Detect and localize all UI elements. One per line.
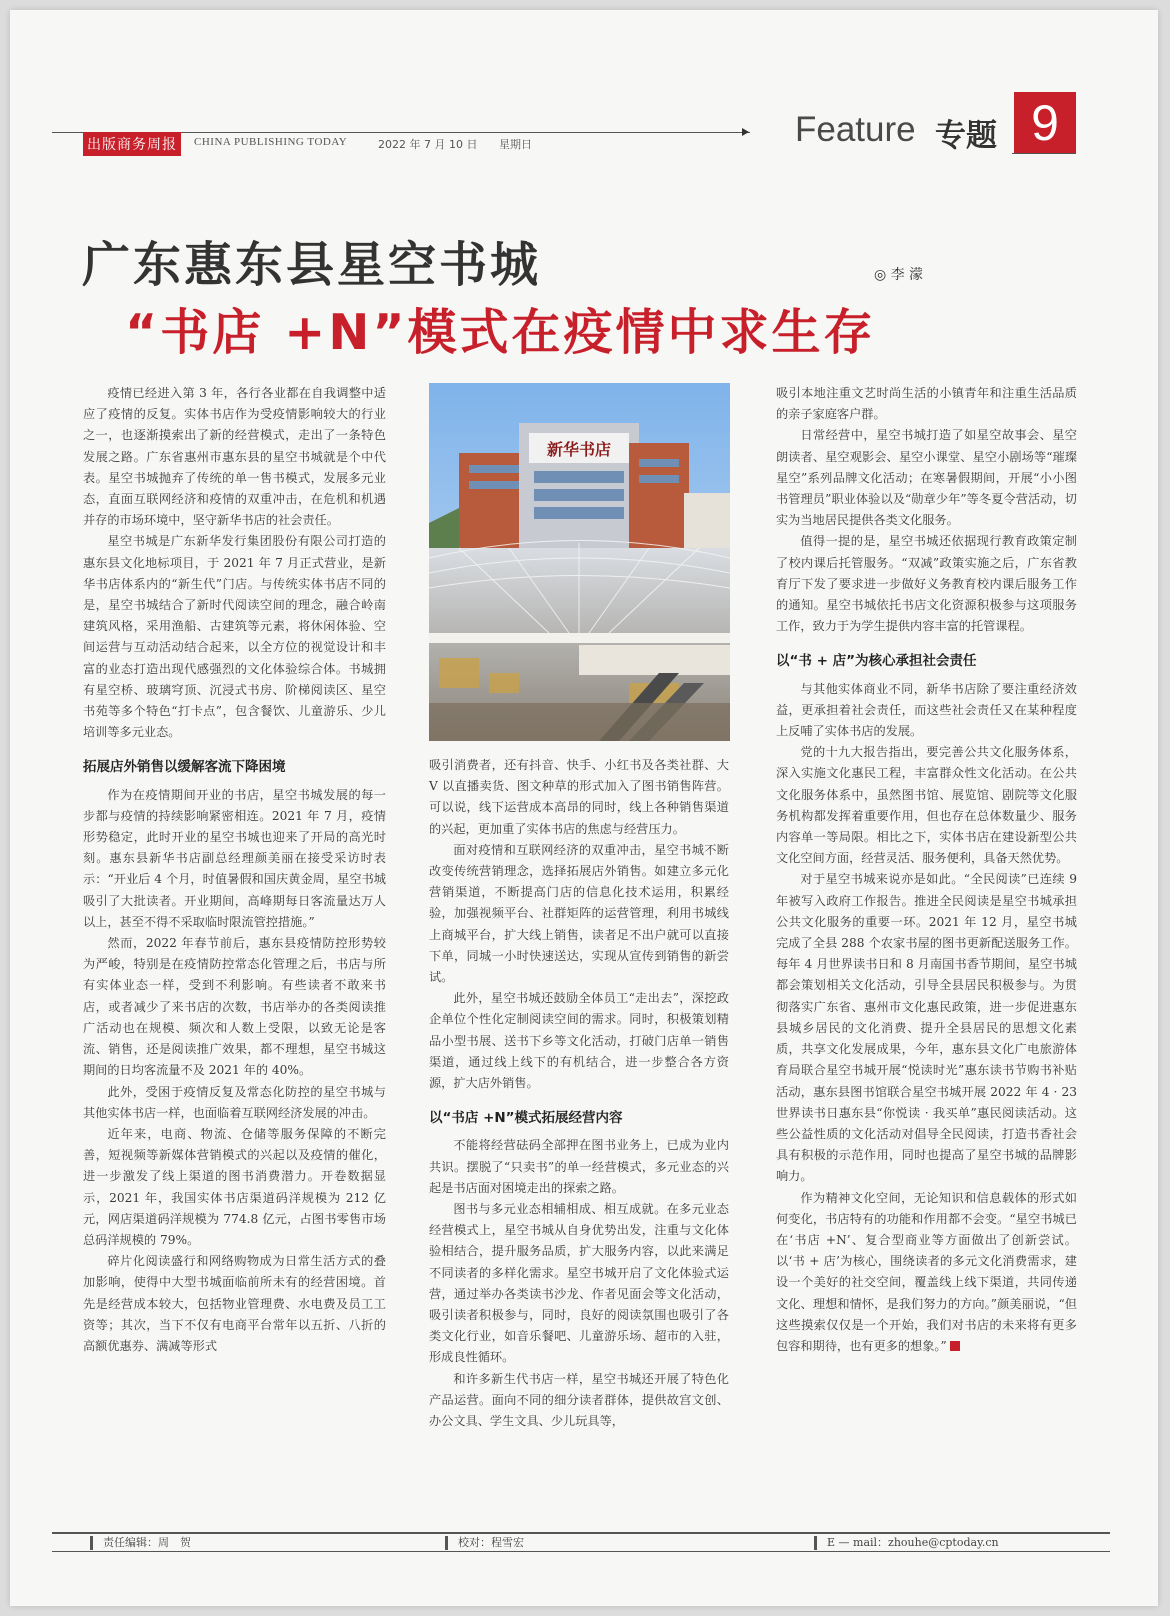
- header-arrow-icon: [742, 128, 749, 136]
- footer-rule-bottom: [52, 1551, 1110, 1552]
- paragraph: 不能将经营砝码全部押在图书业务上，已成为业内共识。摆脱了“只卖书”的单一经营模式，多元业态的兴起是书店面对困境走出的探索之路。: [429, 1138, 729, 1195]
- section-name-en: Feature: [795, 110, 916, 149]
- page-number-rule: [1012, 153, 1076, 154]
- paragraph-text: 作为精神文化空间，无论知识和信息载体的形式如何变化，书店特有的功能和作用都不会变。“星空书城已在‘书店 +N’、复合型商业等方面做出了创新尝试。以‘书 + 店’为核心，围绕读者的多元文化消费需求，建设一个美好的社交空间，覆盖线上线下渠道，共同传递文化、理想和情怀，是我们努力的方向。”颜美丽说，“但这些摸索仅仅是一个开始，我们对书店的未来将有更多包容和期待，也有更多的想象。”: [776, 1190, 1077, 1353]
- author-byline: ◎ 李 濛: [874, 267, 924, 283]
- paragraph: 党的十九大报告指出，要完善公共文化服务体系，深入实施文化惠民工程，丰富群众性文化活动。在公共文化服务体系中，虽然图书馆、展览馆、剧院等文化服务机构都发挥着重要作用，但也存在总体数量少、服务内容单一等局限。相比之下，实体书店在建设新型公共文化空间方面，经营灵活、服务便利，具备天然优势。: [776, 745, 1077, 866]
- paragraph: 与其他实体商业不同，新华书店除了要注重经济效益，更承担着社会责任，而这些社会责任又在某种程度上反哺了实体书店的发展。: [776, 681, 1077, 739]
- page-number: 9: [1014, 92, 1076, 154]
- footer-rule: [52, 1532, 1110, 1534]
- bookstore-illustration: [429, 383, 730, 741]
- column-1: [83, 383, 386, 1357]
- section-name-cn: 专题: [935, 118, 997, 154]
- section-heading: 以“书 + 店”为核心承担社会责任: [776, 653, 977, 670]
- newspaper-english-name: CHINA PUBLISHING TODAY: [194, 136, 348, 148]
- paragraph: 碎片化阅读盛行和网络购物成为日常生活方式的叠加影响，使得中大型书城面临前所未有的经营困境。首先是经营成本较大，包括物业管理费、水电费及员工工资等；其次，当下不仅有电商平台常年以五折、八折的高额优惠券、满减等形式: [83, 1254, 386, 1353]
- paragraph: 近年来，电商、物流、仓储等服务保障的不断完善，短视频等新媒体营销模式的兴起以及疫情的催化，进一步激发了线上渠道的图书消费潜力。开卷数据显示，2021 年，我国实体书店渠道码洋规模为 212 亿元，网店渠道码洋规模为 774.8 亿元，占图书零售市场总码洋规模的 79%。: [83, 1126, 386, 1247]
- subheadline: “书店 +N”模式在疫情中求生存: [125, 304, 876, 361]
- storefront-sign: 新华书店: [546, 440, 612, 459]
- paragraph: 然而，2022 年春节前后，惠东县疫情防控形势较为严峻，特别是在疫情防控常态化管理之后，书店与所有实体业态一样，受到不利影响。有些读者不敢来书店，或者减少了来书店的次数，书店举办的各类阅读推广活动也在规模、频次和人数上受限，以致无论是客流、销售，还是阅读推广效果，都不理想，星空书城这期间的日均客流量不及 2021 年的 40%。: [83, 936, 386, 1078]
- paragraph-last: [776, 1188, 1077, 1358]
- paragraph: 此外，受困于疫情反复及常态化防控的星空书城与其他实体书店一样，也面临着互联网经济发展的冲击。: [83, 1084, 386, 1120]
- paragraph: 作为在疫情期间开业的书店，星空书城发展的每一步都与疫情的持续影响紧密相连。2021 年 7 月，疫情形势稳定，此时开业的星空书城也迎来了开局的高光时刻。惠东县新华书店副总经理颜美丽在接受采访时表示：“开业后 4 个月，时值暑假和国庆黄金周，星空书城吸引了大批读者。开业期间，高峰期每日客流量达万人以上，甚至不得不采取临时限流管控措施。”: [83, 787, 386, 929]
- paragraph: 疫情已经进入第 3 年，各行各业都在自我调整中适应了疫情的反复。实体书店作为受疫情影响较大的行业之一，也逐渐摸索出了新的经营模式，走出了一条特色发展之路。广东省惠州市惠东县的星空书城就是个中代表。星空书城抛弃了传统的单一售书模式，发展多元业态，直面互联网经济和疫情的双重冲击，在危机和机遇并存的市场环境中，坚守新华书店的社会责任。: [83, 386, 386, 528]
- newspaper-name: 出版商务周报: [83, 132, 181, 156]
- paragraph: 星空书城是广东新华发行集团股份有限公司打造的惠东县文化地标项目，于 2021 年 7 月正式营业，是新华书店体系内的“新生代”门店。与传统实体书店不同的是，星空书城结合了新时代阅读空间的理念，融合岭南建筑风格，采用渔船、古建筑等元素，将休闲体验、空间运营与互动活动结合起来，以全方位的视觉设计和丰富的业态打造出现代感强烈的文化体验综合体。书城拥有星空桥、玻璃穹顶、沉浸式书房、阶梯阅读区、星空书苑等多个特色“打卡点”，包含餐饮、儿童游乐、少儿培训等多元业态。: [83, 534, 386, 740]
- column-2: [429, 755, 729, 1432]
- paragraph: 日常经营中，星空书城打造了如星空故事会、星空朗读者、星空观影会、星空小课堂、星空小剧场等“璀璨星空”系列品牌文化活动；在寒暑假期间，开展“小小图书管理员”职业体验以及“勋章少年”等冬夏令营活动，切实为当地居民提供各类文化服务。: [776, 428, 1077, 528]
- paragraph: 此外，星空书城还鼓励全体员工“走出去”，深挖政企单位个性化定制阅读空间的需求。同时，积极策划精品小型书展、送书下乡等文化活动，打破门店单一销售渠道，通过线上线下的有机结合，进一步整合各方资源，扩大店外销售。: [429, 991, 729, 1091]
- paragraph: 对于星空书城来说亦是如此。“全民阅读”已连续 9 年被写入政府工作报告。推进全民阅读是星空书城承担公共文化服务的重要一环。2021 年 12 月，星空书城完成了全县 288 个农家书屋的图书更新配送服务工作。每年 4 月世界读书日和 8 月南国书香节期间，星空书城都会策划相关文化活动，引导全县居民积极参与。为贯彻落实广东省、惠州市文化惠民政策，进一步促进惠东县城乡居民的文化消费、提升全县居民的思想文化素质，共享文化发展成果，今年，惠东县文化广电旅游体育局联合星空书城开展“悦读时光”惠东读书节购书补贴活动，惠东县图书馆联合星空书城开展 2022 年 4 · 23 世界读书日惠东县“你悦读 · 我买单”惠民阅读活动。这些公益性质的文化活动对倡导全民阅读，打造书香社会具有积极的示范作用，同时也提高了星空书城的品牌影响力。: [776, 872, 1077, 1184]
- column-3: [776, 383, 1077, 1357]
- issue-date: 2022 年 7 月 10 日: [378, 138, 478, 151]
- paragraph: 和许多新生代书店一样，星空书城还开展了特色化产品运营。面向不同的细分读者群体，提供故宫文创、办公文具、学生文具、少儿玩具等，: [429, 1371, 729, 1429]
- issue-weekday: 星期日: [499, 138, 532, 151]
- paragraph: 值得一提的是，星空书城还依据现行教育政策定制了校内课后托管服务。“双减”政策实施之后，广东省教育厅下发了要求进一步做好义务教育校内课后服务工作的通知。星空书城依托书店文化资源积极参与这项服务工作，致力于为学生提供内容丰富的托管课程。: [776, 534, 1077, 634]
- section-heading: 拓展店外销售以缓解客流下降困境: [83, 759, 286, 776]
- section-heading: 以“书店 +N”模式拓展经营内容: [429, 1110, 623, 1127]
- bookstore-photo: [429, 383, 730, 741]
- paragraph: 面对疫情和互联网经济的双重冲击，星空书城不断改变传统营销理念，选择拓展店外销售。如建立多元化营销渠道，不断提高门店的信息化技术运用，积累经验，加强视频平台、社群矩阵的运营管理，利用书城线上商城平台，扩大线上销售，读者足不出户就可以直接下单，同城一小时快速送达，实现从宣传到销售的新尝试。: [429, 842, 729, 985]
- paragraph: 吸引本地注重文艺时尚生活的小镇青年和注重生活品质的亲子家庭客户群。: [776, 386, 1077, 422]
- footer-editor: 责任编辑：周 贺: [90, 1536, 191, 1550]
- end-mark-icon: [950, 1341, 960, 1351]
- footer-proofreader: 校对：程雪宏: [445, 1536, 524, 1550]
- paragraph: 吸引消费者，还有抖音、快手、小红书及各类社群、大 V 以直播卖货、图文种草的形式加入了图书销售阵营。可以说，线下运营成本高昂的同时，线上各种销售渠道的兴起，更加重了实体书店的焦虑与经营压力。: [429, 758, 729, 836]
- headline: 广东惠东县星空书城: [82, 237, 542, 293]
- paragraph: 图书与多元业态相辅相成、相互成就。在多元业态经营模式上，星空书城从自身优势出发，注重与文化体验相结合，提升服务品质，扩大服务内容，以此来满足不同读者的多样化需求。星空书城开启了文化体验式运营，通过举办各类读书沙龙、作者见面会等文化活动，吸引读者积极参与，同时，良好的阅读氛围也吸引了各类文化行业，如音乐餐吧、儿童游乐场、超市的入驻，形成良性循环。: [429, 1202, 729, 1365]
- footer-email: E — mail：zhouhe@cptoday.cn: [814, 1536, 999, 1550]
